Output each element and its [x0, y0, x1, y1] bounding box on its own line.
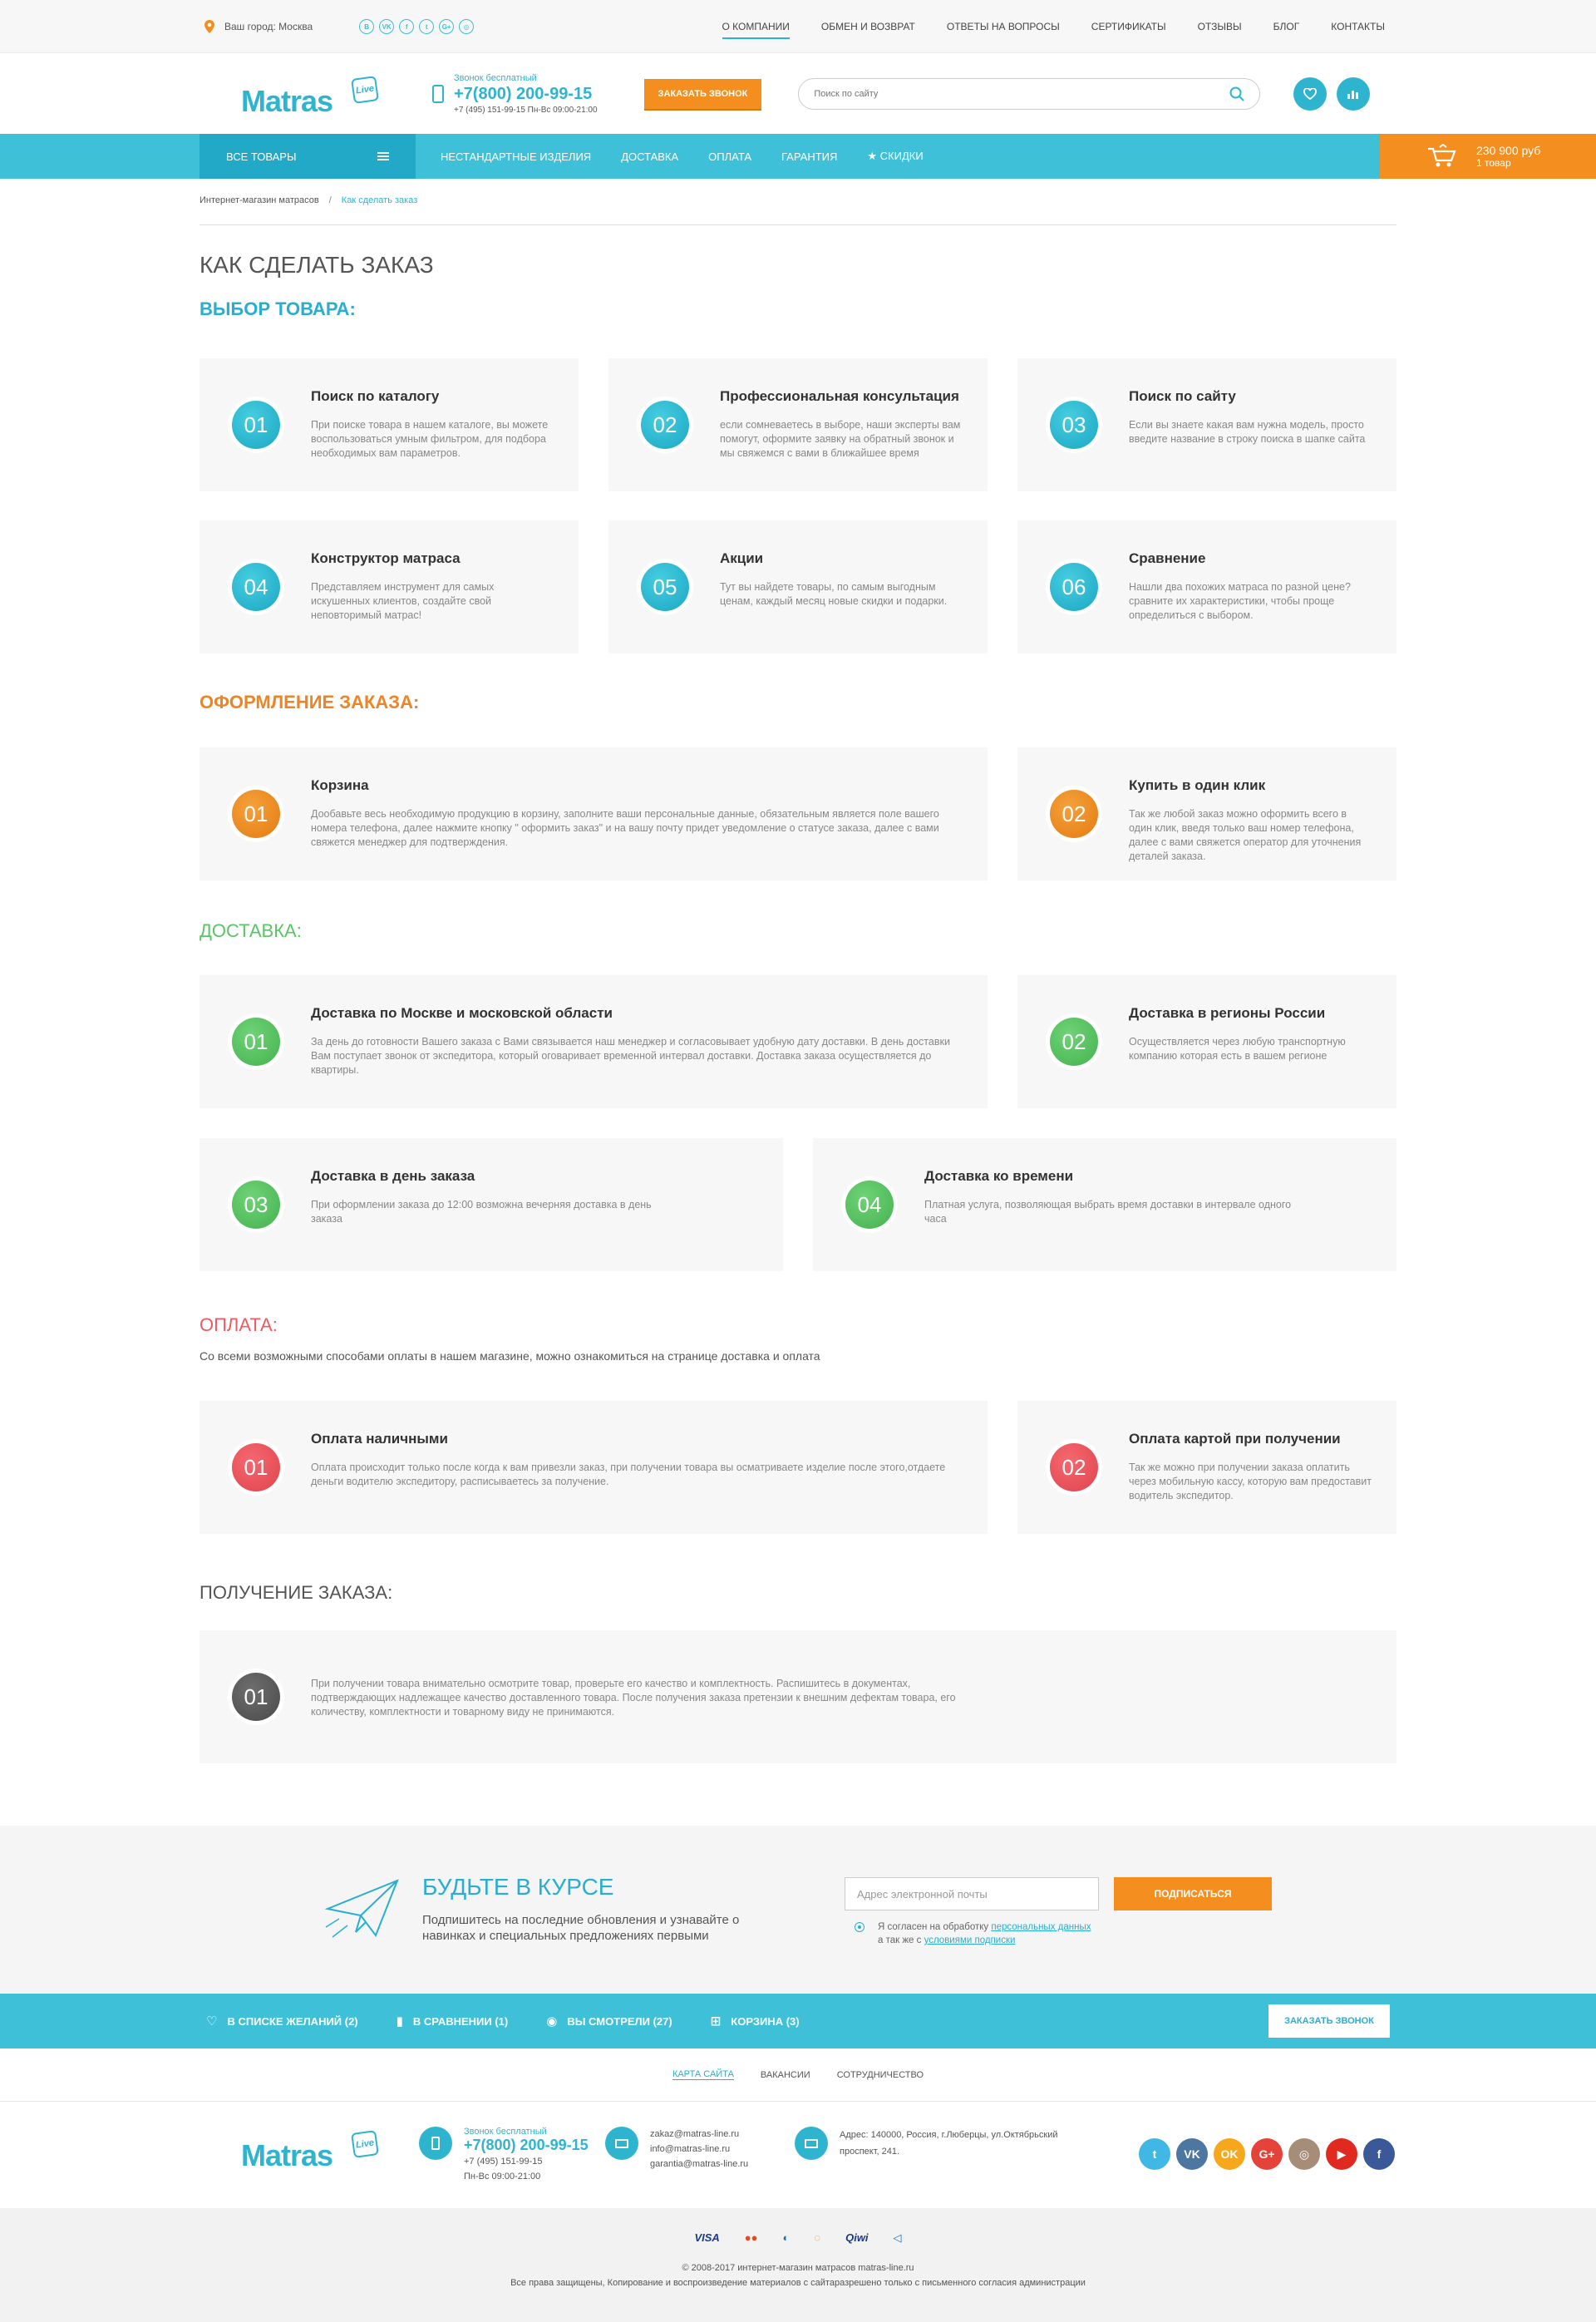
- card-text: Так же можно при получении заказа оплатить через мобильную кассу, которую вам предоставит водитель экспедитор.: [1129, 1462, 1372, 1501]
- personal-data-link[interactable]: персональных данных: [991, 1922, 1091, 1932]
- cart-count: 1 товар: [1476, 157, 1511, 169]
- consent-text-2: а так же с: [878, 1935, 924, 1945]
- subscribe-title: БУДЬТЕ В КУРСЕ: [422, 1874, 614, 1900]
- mail-icon: [795, 2127, 828, 2160]
- step-number: 01: [232, 1443, 280, 1491]
- top-nav: [722, 16, 1385, 37]
- bottom-viewed-label: ВЫ СМОТРЕЛИ (27): [567, 2014, 672, 2028]
- payment-card-2: [1017, 1401, 1396, 1534]
- bottom-wishlist-label: В СПИСКЕ ЖЕЛАНИЙ (2): [227, 2014, 358, 2028]
- bottom-wishlist[interactable]: [206, 2014, 358, 2029]
- twitter-icon[interactable]: t: [1139, 2138, 1170, 2170]
- subscribe-email-input[interactable]: Адрес электронной почты: [845, 1877, 1099, 1910]
- consent-radio[interactable]: [855, 1920, 1091, 1947]
- radio-icon: [855, 1922, 864, 1932]
- phone-number[interactable]: +7(800) 200-99-15: [454, 84, 593, 103]
- step-number: 04: [232, 563, 280, 611]
- card-title: Поиск по каталогу: [311, 388, 440, 404]
- bottom-cart[interactable]: [711, 2014, 800, 2029]
- step-number: 03: [1050, 401, 1098, 449]
- card-title: Доставка по Москве и московской области: [311, 1005, 613, 1021]
- card-text: если сомневаетесь в выборе, наши эксперты вам помогут, оформите заявку на обратный звонок и мы свяжемся с вами в ближайшее время: [720, 419, 961, 459]
- instagram-icon[interactable]: ◎: [459, 19, 474, 34]
- card-text: При получении товара внимательно осмотрите товар, проверьте его качество и комплектность. Распишитесь в документах, подтверждающих надлежащее качество доставленного товара. После получения заказа претензии к внешним дефектам товара, его количеству, комплектности и товарному виду не принимаются.: [311, 1678, 956, 1718]
- eye-icon: ◉: [546, 2014, 558, 2029]
- all-goods-label: ВСЕ ТОВАРЫ: [226, 150, 297, 163]
- choose-card-3: [1017, 358, 1396, 491]
- choose-card-1: [200, 358, 579, 491]
- subscribe-button[interactable]: ПОДПИСАТЬСЯ: [1114, 1877, 1272, 1910]
- card-text: Нашли два похожих матраса по разной цене? сравните их характеристики, чтобы проще определиться с выбором.: [1129, 581, 1351, 621]
- order-card-1: [200, 747, 988, 880]
- qiwi-icon: Qiwi: [845, 2231, 869, 2244]
- delivery-card-3: [200, 1138, 783, 1271]
- step-number: 05: [641, 563, 689, 611]
- bottom-order-call-button[interactable]: ЗАКАЗАТЬ ЗВОНОК: [1268, 2004, 1390, 2038]
- delivery-card-1: [200, 975, 988, 1108]
- choose-card-4: [200, 520, 579, 653]
- city-label: Ваш город: Москва: [224, 21, 313, 32]
- card-text: При оформлении заказа до 12:00 возможна вечерняя доставка в день заказа: [311, 1199, 652, 1225]
- copyright-area: [0, 2208, 1596, 2322]
- card-title: Доставка в день заказа: [311, 1168, 475, 1184]
- email-garantia[interactable]: garantia@matras-line.ru: [650, 2159, 749, 2169]
- site-logo[interactable]: [241, 69, 375, 119]
- step-number: 01: [232, 1673, 280, 1721]
- card-title: Акции: [720, 550, 764, 566]
- email-zakaz[interactable]: zakaz@matras-line.ru: [650, 2129, 740, 2139]
- cart-icon: [1426, 144, 1456, 169]
- content: [200, 179, 1396, 1858]
- logo-badge: Live: [351, 76, 379, 104]
- step-number: 02: [641, 401, 689, 449]
- order-card-2: [1017, 747, 1396, 880]
- vk-icon[interactable]: VK: [379, 19, 394, 34]
- breadcrumb: Интернет-магазин матрасов / Как сделать заказ: [200, 179, 1396, 225]
- step-number: 04: [845, 1181, 894, 1229]
- heart-icon: ♡: [206, 2014, 218, 2029]
- mastercard-icon: ●●: [744, 2231, 758, 2244]
- all-goods-button[interactable]: [200, 134, 416, 179]
- choose-card-6: [1017, 520, 1396, 653]
- bar-chart-icon: [1347, 88, 1360, 100]
- header-icons: [1293, 77, 1370, 111]
- breadcrumb-current: Как сделать заказ: [341, 195, 418, 205]
- step-number: 06: [1050, 563, 1098, 611]
- card-title: Оплата наличными: [311, 1431, 448, 1447]
- phone-icon: [432, 85, 444, 103]
- card-title: Поиск по сайту: [1129, 388, 1236, 404]
- consent-text-1: Я согласен на обработку: [878, 1922, 992, 1932]
- step-number: 02: [1050, 1018, 1098, 1066]
- menu-icon: [377, 152, 389, 160]
- step-number: 02: [1050, 1443, 1098, 1491]
- header-cart[interactable]: [1380, 134, 1596, 179]
- bottom-bar: [0, 1994, 1596, 2048]
- footer-links: [0, 2048, 1596, 2102]
- logo-badge: Live: [351, 2130, 379, 2158]
- nav-payment[interactable]: ОПЛАТА: [708, 150, 751, 163]
- search-icon[interactable]: [1229, 86, 1244, 101]
- card-text: Представляем инструмент для самых искушенных клиентов, создайте свой неповторимый матрас!: [311, 581, 495, 621]
- footer-socials: [1139, 2138, 1395, 2170]
- footer-address: [795, 2127, 1089, 2160]
- nav-custom-products[interactable]: НЕСТАНДАРТНЫЕ ИЗДЕЛИЯ: [441, 150, 592, 163]
- section-delivery-title: ДОСТАВКА:: [200, 920, 302, 941]
- footer-hours: Пн-Вс 09:00-21:00: [464, 2172, 541, 2181]
- heart-icon: [1303, 88, 1317, 100]
- topnav-certificates[interactable]: СЕРТИФИКАТЫ: [1091, 21, 1166, 32]
- step-number: 03: [232, 1181, 280, 1229]
- footer-emails: [605, 2127, 748, 2172]
- payment-methods: [0, 2231, 1596, 2245]
- vk-icon[interactable]: VK: [1176, 2138, 1208, 2170]
- visa-icon: VISA: [694, 2231, 720, 2244]
- youtube-icon[interactable]: ▶: [1326, 2138, 1357, 2170]
- bottom-viewed[interactable]: [546, 2014, 672, 2029]
- copyright-text: © 2008-2017 интернет-магазин матрасов matras-line.ru: [682, 2263, 914, 2273]
- topnav-contacts[interactable]: КОНТАКТЫ: [1331, 21, 1385, 32]
- facebook-icon[interactable]: f: [399, 19, 414, 34]
- mail-icon: [605, 2127, 638, 2160]
- step-number: 02: [1050, 790, 1098, 838]
- cooperation-link[interactable]: СОТРУДНИЧЕСТВО: [836, 2069, 924, 2080]
- bottom-cart-label: КОРЗИНА (3): [731, 2014, 800, 2028]
- payment-card-1: [200, 1401, 988, 1534]
- receive-card: [200, 1630, 1396, 1763]
- main-nav: [0, 134, 1596, 179]
- choose-card-2: [608, 358, 988, 491]
- top-bar: [0, 0, 1596, 53]
- section-choose-title: ВЫБОР ТОВАРА:: [200, 298, 356, 319]
- card-text: Осуществляется через любую транспортную компанию которая есть в вашем регионе: [1129, 1036, 1346, 1062]
- location-pin-icon: [204, 20, 214, 33]
- logo-text: Matras: [241, 83, 333, 118]
- city-selector[interactable]: [204, 20, 313, 33]
- bar-chart-icon: ▮: [396, 2014, 403, 2029]
- header-phone: [432, 73, 598, 115]
- delivery-card-2: [1017, 975, 1396, 1108]
- topnav-blog[interactable]: БЛОГ: [1273, 21, 1300, 32]
- phone-free-label: Звонок бесплатный: [454, 72, 537, 83]
- footer-phone-free: Звонок бесплатный: [464, 2127, 547, 2137]
- card-title: Доставка в регионы России: [1129, 1005, 1326, 1021]
- bottom-compare[interactable]: [397, 2014, 509, 2029]
- webmoney-icon: ◁: [893, 2231, 902, 2244]
- choose-card-5: [608, 520, 988, 653]
- card-text: Если вы знаете какая вам нужна модель, просто введите название в строку поиска в шапке сайта: [1129, 419, 1366, 445]
- topnav-faq[interactable]: ОТВЕТЫ НА ВОПРОСЫ: [946, 21, 1060, 32]
- subscription-terms-link[interactable]: условиями подписки: [924, 1935, 1016, 1945]
- section-order-title: ОФОРМЛЕНИЕ ЗАКАЗА:: [200, 692, 420, 712]
- vk-b-icon[interactable]: В: [359, 19, 374, 34]
- main-nav-links: [441, 134, 924, 179]
- card-title: Профессиональная консультация: [720, 388, 959, 404]
- topnav-exchange[interactable]: ОБМЕН И ВОЗВРАТ: [820, 21, 915, 32]
- card-title: Корзина: [311, 777, 369, 793]
- logo-text: Matras: [241, 2138, 333, 2172]
- card-title: Доставка ко времени: [924, 1168, 1074, 1184]
- nav-guarantee[interactable]: ГАРАНТИЯ: [781, 150, 838, 163]
- sitemap-link[interactable]: КАРТА САЙТА: [672, 2069, 734, 2079]
- google-plus-icon[interactable]: G+: [439, 19, 454, 34]
- footer-phone: [419, 2127, 589, 2184]
- order-call-button[interactable]: ЗАКАЗАТЬ ЗВОНОК: [644, 79, 762, 109]
- topnav-about[interactable]: О КОМПАНИИ: [722, 16, 790, 37]
- compare-button[interactable]: [1337, 77, 1370, 111]
- search-box: [798, 78, 1260, 110]
- payment-subtitle: Со всеми возможными способами оплаты в нашем магазине, можно ознакомиться на странице доставка и оплата: [200, 1349, 820, 1363]
- footer-logo[interactable]: [241, 2123, 375, 2173]
- rights-text: Все права защищены, Копирование и воспроизведение материалов с сайтаразрешено только с письменного согласия администрации: [510, 2278, 1086, 2288]
- step-number: 01: [232, 401, 280, 449]
- phone-icon: [419, 2127, 452, 2160]
- card-text: Дообавьте весь необходимую продукцию в корзину, заполните ваши персональные данные, обязательным является поле вашего номера телефона, далее нажмите кнопку " оформить заказ" и на вашу почту придет уведомление о статусе заказа, далее с вами свяжется менеджер для подтверждения.: [311, 808, 939, 848]
- footer: [0, 2102, 1596, 2208]
- cart-sum: 230 900 руб: [1476, 144, 1541, 157]
- google-plus-icon[interactable]: G+: [1251, 2138, 1283, 2170]
- page-title: КАК СДЕЛАТЬ ЗАКАЗ: [200, 252, 434, 278]
- subscribe-text: Подпишитесь на последние обновления и узнавайте о навинках и специальных предложениях первыми: [422, 1913, 740, 1943]
- breadcrumb-home[interactable]: Интернет-магазин матрасов: [200, 195, 319, 205]
- subscribe-section: [0, 1826, 1596, 1994]
- card-text: Так же любой заказ можно оформить всего в один клик, введя только ваш номер телефона, далее с вами свяжется оператор для уточнения деталей заказа.: [1129, 808, 1362, 862]
- twitter-icon[interactable]: t: [419, 19, 434, 34]
- cart-icon: ⊞: [710, 2014, 722, 2029]
- card-title: Конструктор матраса: [311, 550, 461, 566]
- footer-phone-2[interactable]: +7 (495) 151-99-15: [464, 2157, 543, 2167]
- paper-plane-icon: [324, 1877, 401, 1940]
- nav-delivery[interactable]: ДОСТАВКА: [621, 150, 679, 163]
- card-title: Купить в один клик: [1129, 777, 1266, 793]
- step-number: 01: [232, 1018, 280, 1066]
- step-number: 01: [232, 790, 280, 838]
- top-socials: [359, 19, 474, 34]
- facebook-icon[interactable]: f: [1363, 2138, 1395, 2170]
- card-text: Тут вы найдете товары, по самым выгодным ценам, каждый месяц новые скидки и подарки.: [720, 581, 948, 607]
- address-text: Адрес: 140000, Россия, г.Люберцы, ул.Октябрьский проспект, 241.: [840, 2130, 1058, 2157]
- section-payment-title: ОПЛАТА:: [200, 1314, 278, 1335]
- phone-sub: +7 (495) 151-99-15 Пн-Вс 09:00-21:00: [454, 105, 598, 115]
- topnav-reviews[interactable]: ОТЗЫВЫ: [1197, 21, 1242, 32]
- search-input[interactable]: [814, 89, 1229, 99]
- card-title: Оплата картой при получении: [1129, 1431, 1341, 1447]
- vacancies-link[interactable]: ВАКАНСИИ: [760, 2069, 810, 2080]
- wishlist-button[interactable]: [1293, 77, 1327, 111]
- section-receive-title: ПОЛУЧЕНИЕ ЗАКАЗА:: [200, 1582, 393, 1603]
- bottom-compare-label: В СРАВНЕНИИ (1): [412, 2014, 509, 2028]
- card-text: Платная услуга, позволяющая выбрать время доставки в интервале одного часа: [924, 1199, 1292, 1225]
- odnoklassniki-icon[interactable]: OK: [1214, 2138, 1245, 2170]
- instagram-icon[interactable]: ◎: [1288, 2138, 1320, 2170]
- card-text: За день до готовности Вашего заказа с Вами связывается наш менеджер и согласовывает удобную дату доставки. В день доставки Вам поступает звонок от экспедитора, который оговаривает временной интервал доставки. Доставка заказа осуществляется до квартиры.: [311, 1036, 950, 1076]
- header: [0, 53, 1596, 134]
- email-info[interactable]: info@matras-line.ru: [650, 2144, 731, 2154]
- delivery-card-4: [813, 1138, 1396, 1271]
- footer-phone-number[interactable]: +7(800) 200-99-15: [464, 2137, 589, 2153]
- card-text: При поиске товара в нашем каталоге, вы можете воспользоваться умным фильтром, для подбора необходимых вам параметров.: [311, 419, 549, 459]
- card-text: Оплата происходит только после когда к вам привезли заказ, при получении товара вы осматриваете изделие после этого,отдаете деньги водителю экспедитору, расписываетесь за получение.: [311, 1462, 946, 1487]
- nav-discounts[interactable]: ★ СКИДКИ: [867, 150, 924, 162]
- yandex-money-icon: ◌: [814, 2231, 821, 2244]
- card-title: Сравнение: [1129, 550, 1206, 566]
- maestro-icon: ◐: [782, 2231, 790, 2244]
